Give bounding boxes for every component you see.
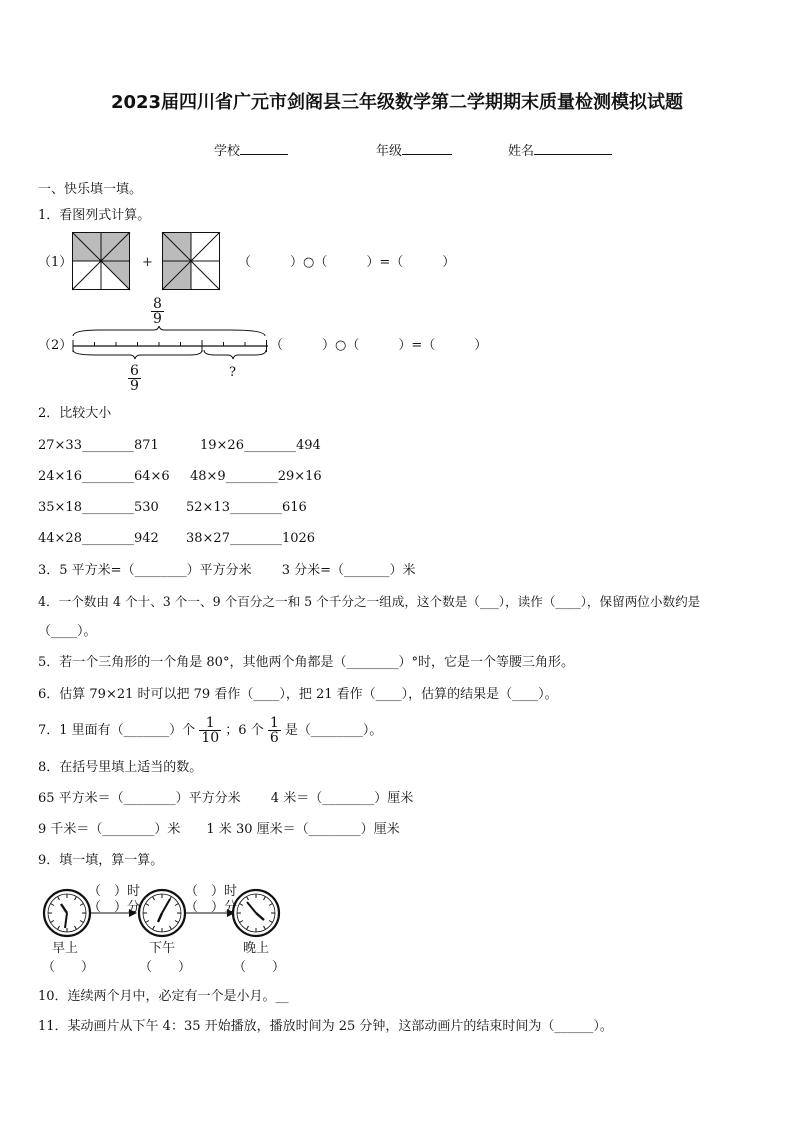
compare-row[interactable]: 52×13________616 xyxy=(186,500,307,515)
name-field[interactable] xyxy=(508,140,612,159)
compare-row[interactable]: 44×28________942 xyxy=(38,531,159,546)
q4-text[interactable]: 4．一个数由 4 个十、3 个一、9 个百分之一和 5 个千分之一组成，这个数是（___），读作（____），保留两位小数约是 xyxy=(38,594,701,609)
compare-row[interactable]: 38×27________1026 xyxy=(186,531,316,546)
clock-morning xyxy=(44,890,90,936)
q3-text[interactable]: 3．5 平方米=（________）平方分米 3 分米=（_______）米 xyxy=(38,563,416,578)
grade-label: 年级 xyxy=(376,144,403,159)
bottom-fraction: $\frac{6}{9}$ xyxy=(130,363,139,394)
q8-row2[interactable]: 9 千米＝（________）米 1 米 30 厘米＝（________）厘米 xyxy=(38,822,400,837)
clock-afternoon xyxy=(139,890,185,936)
compare-row[interactable]: 19×26________494 xyxy=(200,438,321,453)
q1-p2-expression[interactable]: （ ）○（ ）=（ ） xyxy=(270,338,488,353)
page-title: 2023届四川省广元市剑阁县三年级数学第二学期期末质量检测模拟试题 xyxy=(110,92,684,113)
morning-label: 早上 xyxy=(52,941,79,956)
evening-label: 晚上 xyxy=(243,941,270,956)
q1-number-line xyxy=(70,326,275,366)
square-right xyxy=(162,232,220,290)
q9-label: 9．填一填，算一算。 xyxy=(38,853,164,868)
school-field[interactable] xyxy=(214,140,288,159)
question-mark: ? xyxy=(229,365,236,380)
q1-p1-expression[interactable]: （ ）○（ ）=（ ） xyxy=(238,255,456,270)
time-blank-afternoon[interactable]: （ ） xyxy=(139,960,192,975)
q1-label: 1．看图列式计算。 xyxy=(38,208,151,223)
compare-row[interactable]: 48×9________29×16 xyxy=(190,469,322,484)
q1-p2-label: （2） xyxy=(38,338,73,353)
section-heading: 一、快乐填一填。 xyxy=(38,182,143,197)
compare-row[interactable]: 27×33________871 xyxy=(38,438,159,453)
q1-p1-label: （1） xyxy=(38,255,73,270)
q10-text[interactable]: 10．连续两个月中，必定有一个是小月。__ xyxy=(38,989,289,1004)
name-label: 姓名 xyxy=(508,144,535,159)
q5-text[interactable]: 5．若一个三角形的一个角是 80°，其他两个角都是（________）°时，它是一个等腰三角形。 xyxy=(38,655,574,670)
hour-blank-2[interactable]: （ ）时 xyxy=(185,884,238,899)
compare-row[interactable]: 35×18________530 xyxy=(38,500,159,515)
q6-text[interactable]: 6．估算 79×21 时可以把 79 看作（____），把 21 看作（____），估算的结果是（____）。 xyxy=(38,687,558,702)
q2-label: 2．比较大小 xyxy=(38,406,112,421)
time-blank-morning[interactable]: （ ） xyxy=(42,960,95,975)
q8-label: 8．在括号里填上适当的数。 xyxy=(38,760,203,775)
time-blank-evening[interactable]: （ ） xyxy=(233,960,286,975)
q11-text[interactable]: 11．某动画片从下午 4：35 开始播放，播放时间为 25 分钟，这部动画片的结束时间为（______）。 xyxy=(38,1019,613,1034)
q1-fraction-squares xyxy=(72,232,222,292)
compare-row[interactable]: 24×16________64×6 xyxy=(38,469,170,484)
afternoon-label: 下午 xyxy=(149,941,176,956)
minute-blank-2[interactable]: （ ）分 xyxy=(185,900,238,915)
grade-field[interactable] xyxy=(376,140,452,159)
fraction-one-tenth: $\frac{1}{10}$ xyxy=(201,715,220,746)
plus-sign: + xyxy=(142,255,153,270)
clock-evening xyxy=(233,890,279,936)
square-left xyxy=(72,232,130,290)
minute-blank-1[interactable]: （ ）分 xyxy=(88,900,141,915)
q4-text-cont[interactable]: （____）。 xyxy=(38,624,97,639)
fraction-one-sixth: $\frac{1}{6}$ xyxy=(269,715,279,746)
q7-text[interactable]: 7．1 里面有（_______）个 $\frac{1}{10}$ ；6 个 $\frac{1}{6}$ 是（________）。 xyxy=(38,715,383,746)
hour-blank-1[interactable]: （ ）时 xyxy=(88,884,141,899)
school-label: 学校 xyxy=(214,144,241,159)
top-fraction: $\frac{8}{9}$ xyxy=(153,296,162,327)
q8-row1[interactable]: 65 平方米＝（________）平方分米 4 米＝（________）厘米 xyxy=(38,791,414,806)
